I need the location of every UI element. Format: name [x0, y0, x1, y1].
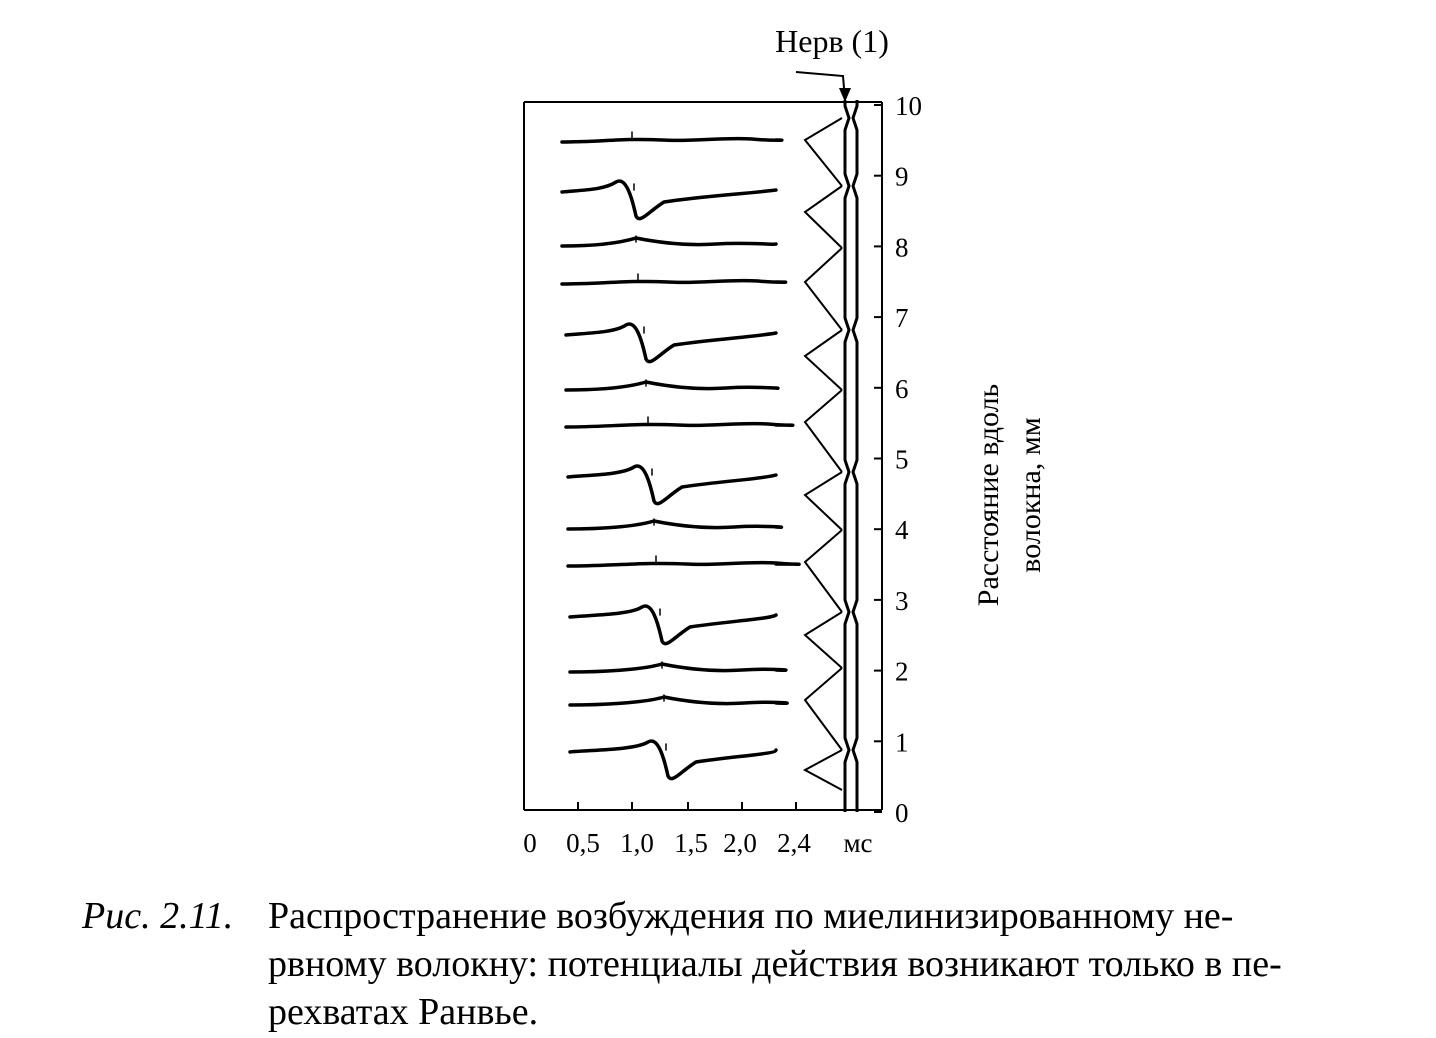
trace-group: [562, 132, 799, 779]
electrode-zigzag: [805, 668, 842, 750]
action-potential-trace: [562, 238, 776, 246]
action-potential-trace: [570, 664, 786, 672]
electrode-zigzag: [805, 750, 842, 790]
y-tick-label: 2: [895, 656, 909, 687]
caption-text: [268, 892, 1378, 1036]
electrode-zigzag: [805, 472, 842, 530]
y-tick-label: 6: [895, 373, 909, 404]
y-tick-label: 9: [895, 161, 909, 192]
y-axis-title-line1: Расстояние вдоль: [972, 383, 1005, 607]
electrode-zigzag: [805, 390, 842, 472]
caption-label: Рис. 2.11.: [82, 895, 234, 937]
action-potential-trace: [566, 382, 778, 390]
nerve-label: Нерв (1): [775, 23, 889, 59]
action-potential-trace: [570, 697, 787, 705]
action-potential-trace: [566, 324, 776, 362]
electrode-zigzag: [805, 248, 842, 330]
nerve-pointer-arrow: [796, 72, 851, 102]
x-axis-tick-labels: [523, 828, 872, 858]
action-potential-trace: [568, 521, 781, 529]
x-unit-label: мс: [843, 828, 873, 858]
electrode-zigzags: [805, 118, 842, 790]
y-tick-label: 7: [895, 303, 909, 334]
action-potential-trace: [570, 741, 776, 779]
caption-line-3: рехватах Ранвье.: [268, 991, 539, 1033]
x-tick-label: 0: [523, 828, 537, 858]
y-tick-label: 0: [895, 798, 909, 828]
electrode-zigzag: [805, 186, 842, 248]
fiber-left-edge: [845, 100, 849, 812]
y-tick-label: 3: [895, 585, 909, 616]
caption-line-2: рвному волокну: потенциалы действия возникают только в пе-: [268, 943, 1282, 985]
x-tick-label: 0,5: [566, 828, 600, 858]
action-potential-trace: [568, 466, 776, 504]
action-potential-trace: [562, 281, 786, 284]
y-tick-label: 1: [895, 727, 909, 758]
y-tick-label: 4: [895, 515, 909, 546]
x-tick-label: 2,4: [777, 828, 811, 858]
y-tick-label: 8: [895, 232, 909, 263]
action-potential-trace: [562, 139, 782, 142]
y-axis-title: [972, 384, 1047, 606]
x-tick-label: 2,0: [723, 828, 757, 858]
myelinated-fiber: [845, 100, 857, 812]
electrode-zigzag: [805, 530, 842, 612]
action-potential-trace: [570, 606, 776, 644]
action-potential-trace: [568, 563, 799, 566]
y-tick-label: 5: [895, 444, 909, 475]
y-tick-label: 10: [895, 91, 922, 121]
action-potential-trace: [566, 424, 793, 427]
electrode-zigzag: [805, 118, 842, 186]
caption-line-1: Распространение возбуждения по миелинизированному не-: [268, 895, 1234, 937]
x-tick-label: 1,5: [674, 828, 708, 858]
y-axis-tick-labels: [895, 91, 922, 828]
y-axis-ticks: [874, 105, 882, 812]
electrode-zigzag: [805, 330, 842, 390]
fiber-right-edge: [853, 100, 857, 812]
y-axis-title-line2: волокна, мм: [1014, 417, 1047, 573]
x-axis-ticks: [578, 802, 796, 810]
action-potential-trace: [562, 181, 776, 219]
x-tick-label: 1,0: [620, 828, 654, 858]
electrode-zigzag: [805, 612, 842, 668]
